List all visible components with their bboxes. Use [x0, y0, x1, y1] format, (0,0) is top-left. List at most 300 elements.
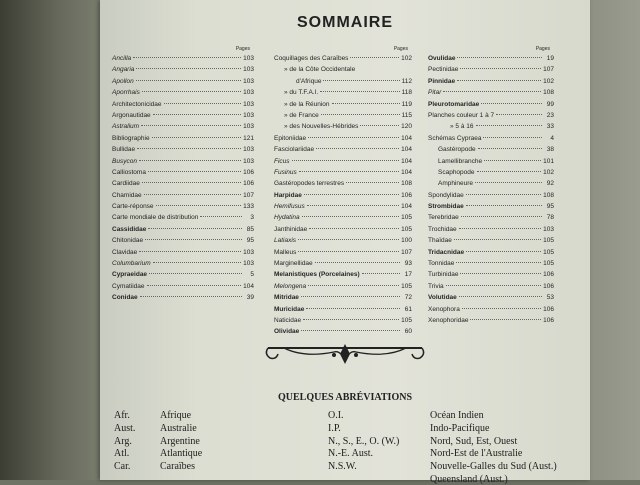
dot-leader	[156, 205, 242, 206]
toc-entry	[112, 99, 254, 110]
toc-entry	[428, 53, 554, 64]
toc-entry-page: 103	[243, 100, 254, 108]
dot-leader	[153, 262, 241, 263]
toc-entry-page: 104	[401, 134, 412, 142]
toc-entry-name: Olividae	[274, 328, 300, 336]
dot-leader	[302, 216, 399, 217]
toc-entry-page: 60	[404, 328, 412, 336]
dot-leader	[350, 57, 399, 58]
toc-column-1	[112, 46, 254, 304]
dot-leader	[141, 125, 241, 126]
toc-entry-name: Fasciolariidae	[274, 146, 315, 154]
toc-entry-name: Strombidae	[428, 203, 464, 211]
toc-entry-page: 3	[250, 214, 254, 222]
toc-entry-name: Amphineure	[438, 180, 474, 188]
toc-entry	[274, 247, 412, 258]
dot-leader	[142, 182, 241, 183]
toc-entry	[274, 201, 412, 212]
abbreviation: Atl.	[114, 448, 130, 460]
toc-entry	[428, 76, 554, 87]
toc-entry-name: Latiaxis	[274, 237, 297, 245]
toc-entry-name: Mitridae	[274, 294, 299, 302]
page-title: SOMMAIRE	[297, 14, 393, 31]
toc-entry	[274, 224, 412, 235]
dot-leader	[446, 285, 541, 286]
toc-entry-page: 133	[243, 203, 254, 211]
toc-entry-page: 102	[543, 77, 554, 85]
toc-entry	[112, 167, 254, 178]
toc-entry-name: Angaria	[112, 66, 135, 74]
dot-leader	[298, 251, 399, 252]
toc-entry-page: 23	[546, 111, 554, 119]
toc-entry-page: 53	[546, 294, 554, 302]
toc-entry-name: Janthinidae	[274, 225, 308, 233]
toc-entry-name: Trochidae	[428, 225, 457, 233]
dot-leader	[147, 285, 242, 286]
toc-entry-name: » de la Réunion	[284, 100, 330, 108]
toc-entry	[428, 292, 554, 303]
abbreviation-meaning: Argentine	[160, 435, 200, 447]
toc-entry-name: Planches couleur 1 à 7	[428, 111, 495, 119]
dot-leader	[476, 125, 543, 126]
toc-entry-name: Clavidae	[112, 248, 138, 256]
toc-entry	[274, 292, 412, 303]
abbreviation: N.-E. Aust.	[328, 448, 373, 460]
dot-leader	[481, 103, 542, 104]
toc-entry-page: 17	[404, 271, 412, 279]
toc-entry	[428, 121, 554, 132]
toc-entry	[428, 87, 554, 98]
abbreviation-meaning: Atlantique	[160, 448, 203, 460]
dot-leader	[443, 91, 541, 92]
toc-entry	[274, 281, 412, 292]
toc-entry-name: Melanistiques (Porcelaines)	[274, 271, 360, 279]
toc-entry-page: 103	[243, 77, 254, 85]
toc-entry	[428, 247, 554, 258]
dot-leader	[478, 148, 542, 149]
toc-entry-name: Pectinidae	[428, 66, 459, 74]
toc-column-2	[274, 46, 412, 338]
toc-entry-page: 72	[404, 294, 412, 302]
toc-entry-page: 105	[401, 282, 412, 290]
toc-entry-page: 103	[543, 225, 554, 233]
toc-entry	[112, 76, 254, 87]
dot-leader	[456, 262, 541, 263]
abbreviation-meaning: Australie	[160, 422, 197, 434]
dot-leader	[321, 114, 400, 115]
dot-leader	[459, 296, 542, 297]
toc-entry	[428, 178, 554, 189]
toc-entry-page: 105	[401, 225, 412, 233]
toc-entry-page: 106	[543, 282, 554, 290]
toc-entry	[428, 315, 554, 326]
dot-leader	[301, 330, 400, 331]
dot-leader	[466, 205, 542, 206]
toc-entry-name: Epitoniidae	[274, 134, 307, 142]
toc-entry-name: Columbarium	[112, 260, 151, 268]
abbreviation: I.P.	[328, 422, 341, 434]
toc-entry-name: Scaphopode	[438, 168, 475, 176]
toc-entry-page: 105	[401, 316, 412, 324]
toc-entry-name: Cymatiidae	[112, 282, 145, 290]
dot-leader	[360, 125, 399, 126]
toc-entry-name: Melongena	[274, 282, 307, 290]
toc-entry-name: Ancilla	[112, 55, 132, 62]
toc-entry-name: Turbinidae	[428, 271, 459, 279]
dot-leader	[148, 171, 241, 172]
toc-entry	[428, 144, 554, 155]
toc-entry-name: Architectonicidae	[112, 100, 162, 108]
dot-leader	[307, 205, 399, 206]
toc-entry-name: » du T.F.A.I.	[284, 89, 319, 97]
toc-entry	[112, 87, 254, 98]
abbreviation-meaning: Océan Indien	[430, 410, 484, 421]
toc-entry	[428, 99, 554, 110]
toc-entry	[274, 156, 412, 167]
abbreviation: Aust.	[114, 422, 136, 434]
dot-leader	[457, 57, 542, 58]
toc-entry-name: Terebridae	[428, 214, 459, 222]
toc-entry-page: 103	[243, 146, 254, 154]
toc-entry-name: Coquillages des Caraïbes	[274, 55, 349, 62]
dot-leader	[457, 80, 541, 81]
dot-leader	[139, 160, 241, 161]
toc-entry-page: 107	[401, 248, 412, 256]
abbreviation: O.I.	[328, 410, 344, 421]
dot-leader	[477, 171, 542, 172]
toc-entry	[274, 167, 412, 178]
toc-entry	[112, 110, 254, 121]
toc-entry-page: 61	[404, 305, 412, 313]
toc-entry-name: » 5 à 16	[450, 123, 474, 131]
toc-entry	[112, 281, 254, 292]
dot-leader	[323, 80, 399, 81]
toc-entry	[428, 281, 554, 292]
toc-entry	[112, 64, 254, 75]
toc-entry-name: Ovulidae	[428, 55, 456, 62]
toc-entry	[112, 53, 254, 64]
dot-leader	[301, 296, 400, 297]
dot-leader	[475, 182, 542, 183]
abbreviation: N., S., E., O. (W.)	[328, 435, 400, 447]
book-page	[100, 0, 590, 485]
dot-leader	[460, 68, 541, 69]
toc-entry	[274, 144, 412, 155]
background-right	[584, 0, 640, 480]
toc-entry-page: 105	[543, 237, 554, 245]
dot-leader	[346, 182, 399, 183]
toc-entry-page: 103	[243, 260, 254, 268]
toc-entry-page: 104	[401, 203, 412, 211]
toc-entry-name: » de la Côte Occidentale	[284, 66, 356, 74]
dot-leader	[309, 228, 399, 229]
toc-entry-page: 95	[546, 203, 554, 211]
toc-entry	[274, 315, 412, 326]
abbreviation: N.S.W.	[328, 461, 357, 473]
toc-entry-name: Cassididae	[112, 225, 147, 233]
dot-leader	[164, 103, 242, 104]
toc-entry	[112, 269, 254, 280]
toc-entry-page: 102	[401, 55, 412, 62]
dot-leader	[149, 273, 242, 274]
toc-entry-name: Chamidae	[112, 191, 142, 199]
dot-leader	[144, 194, 242, 195]
toc-entry-page: 105	[543, 260, 554, 268]
dot-leader	[470, 319, 541, 320]
toc-entry-page: 106	[543, 271, 554, 279]
toc-entry-page: 118	[401, 89, 412, 97]
toc-entry	[274, 53, 412, 64]
toc-entry-page: 105	[401, 214, 412, 222]
toc-entry	[112, 144, 254, 155]
toc-entry	[428, 110, 554, 121]
toc-entry-name: Cardiidae	[112, 180, 140, 188]
toc-entry	[274, 326, 412, 337]
dot-leader	[139, 251, 241, 252]
toc-entry	[428, 235, 554, 246]
dot-leader	[316, 148, 399, 149]
toc-entry	[112, 121, 254, 132]
toc-entry-page: 103	[243, 123, 254, 131]
toc-entry	[112, 247, 254, 258]
toc-entry-page: 106	[543, 316, 554, 324]
pages-header: Pages	[393, 46, 408, 52]
toc-entry	[428, 156, 554, 167]
toc-entry	[428, 224, 554, 235]
toc-entry	[274, 64, 412, 75]
toc-entry	[428, 64, 554, 75]
toc-entry-name: Tridacnidae	[428, 248, 465, 256]
toc-entry-name: Cypraeidae	[112, 271, 148, 279]
toc-entry-page: 38	[546, 146, 554, 154]
toc-entry-page: 108	[543, 191, 554, 199]
abbreviation-meaning: Nouvelle-Galles du Sud (Aust.)	[430, 461, 557, 473]
toc-entry-page: 106	[243, 168, 254, 176]
toc-entry	[428, 201, 554, 212]
toc-entry-page: 104	[401, 146, 412, 154]
toc-entry-name: Xenophoridae	[428, 316, 469, 324]
toc-entry-page: 92	[546, 180, 554, 188]
toc-entry	[274, 190, 412, 201]
toc-entry	[274, 110, 412, 121]
toc-entry	[274, 87, 412, 98]
toc-entry-name: Calliostoma	[112, 168, 146, 176]
toc-entry	[428, 190, 554, 201]
toc-entry-name: Pitar	[428, 89, 442, 97]
toc-entry	[274, 178, 412, 189]
toc-entry-page: 104	[243, 282, 254, 290]
toc-entry	[428, 212, 554, 223]
toc-entry-name: Malleus	[274, 248, 297, 256]
toc-entry	[274, 76, 412, 87]
background-left	[0, 0, 105, 480]
dot-leader	[292, 160, 400, 161]
toc-entry-name: Pinnidae	[428, 77, 456, 85]
dot-leader	[142, 91, 241, 92]
toc-entry	[274, 212, 412, 223]
toc-entry	[112, 292, 254, 303]
dot-leader	[484, 160, 541, 161]
toc-entry-name: Muricidae	[274, 305, 305, 313]
toc-entry	[274, 235, 412, 246]
toc-entry-name: Hydatina	[274, 214, 300, 222]
dot-leader	[466, 251, 541, 252]
toc-entry-page: 108	[543, 89, 554, 97]
toc-entry-name: Bullidae	[112, 146, 136, 154]
toc-entry	[428, 167, 554, 178]
dot-leader	[299, 171, 399, 172]
toc-entry-name: Gastéropode	[438, 146, 476, 154]
toc-entry-page: 102	[543, 168, 554, 176]
abbreviation: Afr.	[114, 410, 130, 421]
toc-entry-page: 104	[401, 157, 412, 165]
toc-entry-page: 100	[401, 237, 412, 245]
toc-entry	[112, 178, 254, 189]
toc-entry-page: 39	[246, 294, 254, 302]
toc-entry	[428, 258, 554, 269]
abbreviation-meaning: Nord-Est de l'Australie	[430, 448, 523, 460]
toc-entry-page: 85	[246, 225, 254, 233]
dot-leader	[304, 194, 399, 195]
toc-entry	[274, 99, 412, 110]
dot-leader	[136, 68, 241, 69]
dot-leader	[454, 239, 541, 240]
toc-entry-name: Volutidae	[428, 294, 457, 302]
toc-entry-page: 99	[546, 100, 554, 108]
toc-entry	[274, 304, 412, 315]
toc-entry-name: Harpidae	[274, 191, 302, 199]
abbreviation: Car.	[114, 461, 131, 473]
toc-entry-name: Chitonidae	[112, 237, 144, 245]
toc-entry-page: 107	[543, 66, 554, 74]
abbreviations-title: QUELQUES ABRÉVIATIONS	[277, 392, 413, 403]
toc-entry-page: 4	[550, 134, 554, 142]
toc-entry-page: 103	[243, 66, 254, 74]
toc-entry-name: Astralium	[112, 123, 140, 131]
toc-entry-name: Ficus	[274, 157, 290, 165]
toc-entry-page: 107	[243, 191, 254, 199]
dot-leader	[483, 137, 542, 138]
abbreviation-meaning: Afrique	[160, 410, 192, 421]
dot-leader	[496, 114, 542, 115]
dot-leader	[148, 228, 242, 229]
toc-entry-name: Marginellidae	[274, 260, 313, 268]
abbreviation-meaning: Indo-Pacifique	[430, 422, 490, 434]
dot-leader	[332, 103, 400, 104]
toc-entry-name: Carte-réponse	[112, 203, 154, 211]
toc-entry	[112, 212, 254, 223]
toc-entry	[274, 121, 412, 132]
dot-leader	[200, 216, 242, 217]
dot-leader	[298, 239, 399, 240]
toc-entry-name: Carte mondiale de distribution	[112, 214, 199, 222]
toc-entry	[274, 258, 412, 269]
toc-entry	[112, 258, 254, 269]
dot-leader	[137, 148, 241, 149]
toc-entry-page: 103	[243, 89, 254, 97]
dot-leader	[136, 80, 241, 81]
toc-entry-page: 78	[546, 214, 554, 222]
pages-header: Pages	[235, 46, 250, 52]
toc-entry-page: 93	[404, 260, 412, 268]
toc-entry-name: Bibliographie	[112, 134, 150, 142]
dot-leader	[466, 194, 541, 195]
dot-leader	[133, 57, 241, 58]
toc-entry-name: Trivia	[428, 282, 444, 290]
dot-leader	[462, 308, 541, 309]
toc-entry-page: 33	[546, 123, 554, 131]
toc-entry-page: 105	[543, 248, 554, 256]
dot-leader	[308, 285, 399, 286]
toc-entry-page: 120	[401, 123, 412, 131]
toc-entry	[428, 269, 554, 280]
toc-entry-name: Gastéropodes terrestres	[274, 180, 345, 188]
dot-leader	[460, 273, 541, 274]
toc-entry-page: 106	[401, 191, 412, 199]
toc-entry-page: 108	[401, 180, 412, 188]
toc-entry-name: » des Nouvelles-Hébrides	[284, 123, 359, 131]
toc-entry	[112, 156, 254, 167]
toc-entry-name: » de France	[284, 111, 319, 119]
dot-leader	[459, 228, 541, 229]
toc-entry-name: Busycon	[112, 157, 137, 165]
dot-leader	[145, 239, 242, 240]
toc-entry-page: 95	[246, 237, 254, 245]
dot-leader	[315, 262, 400, 263]
dot-leader	[303, 319, 399, 320]
toc-entry-page: 119	[401, 100, 412, 108]
toc-entry-page: 101	[543, 157, 554, 165]
dot-leader	[152, 137, 242, 138]
toc-entry-name: Spondylidae	[428, 191, 464, 199]
abbreviation-meaning: Caraïbes	[160, 461, 195, 473]
toc-entry-page: 104	[401, 168, 412, 176]
toc-column-3	[428, 46, 554, 326]
toc-entry-page: 115	[401, 111, 412, 119]
toc-entry-name: Conidae	[112, 294, 138, 302]
toc-entry	[274, 269, 412, 280]
dot-leader	[306, 308, 400, 309]
toc-entry-name: Xenophora	[428, 305, 460, 313]
toc-entry-name: Thaïdae	[428, 237, 452, 245]
toc-entry-name: Apollon	[112, 77, 134, 85]
dot-leader	[362, 273, 400, 274]
toc-entry-name: Pleurotomaridae	[428, 100, 480, 108]
toc-entry-page: 112	[401, 77, 412, 85]
toc-entry	[428, 133, 554, 144]
toc-entry-name: Hemifusus	[274, 203, 305, 211]
abbreviation-meaning: Queensland (Aust.)	[430, 474, 508, 485]
toc-entry-page: 103	[243, 248, 254, 256]
toc-entry-page: 121	[243, 134, 254, 142]
toc-entry	[112, 201, 254, 212]
toc-entry-name: Schémas Cypraea	[428, 134, 482, 142]
dot-leader	[140, 296, 242, 297]
toc-entry-name: Tonnidae	[428, 260, 455, 268]
toc-entry	[274, 133, 412, 144]
toc-entry-page: 103	[243, 55, 254, 62]
dot-leader	[153, 114, 241, 115]
dot-leader	[461, 216, 542, 217]
abbreviation: Arg.	[114, 435, 132, 447]
toc-entry-name: Fusinus	[274, 168, 297, 176]
toc-entry-page: 103	[243, 111, 254, 119]
abbreviation-meaning: Nord, Sud, Est, Ouest	[430, 435, 518, 447]
toc-entry-page: 19	[546, 55, 554, 62]
pages-header: Pages	[535, 46, 550, 52]
decorative-ornament	[264, 340, 426, 370]
toc-entry-name: d'Afrique	[296, 77, 322, 85]
